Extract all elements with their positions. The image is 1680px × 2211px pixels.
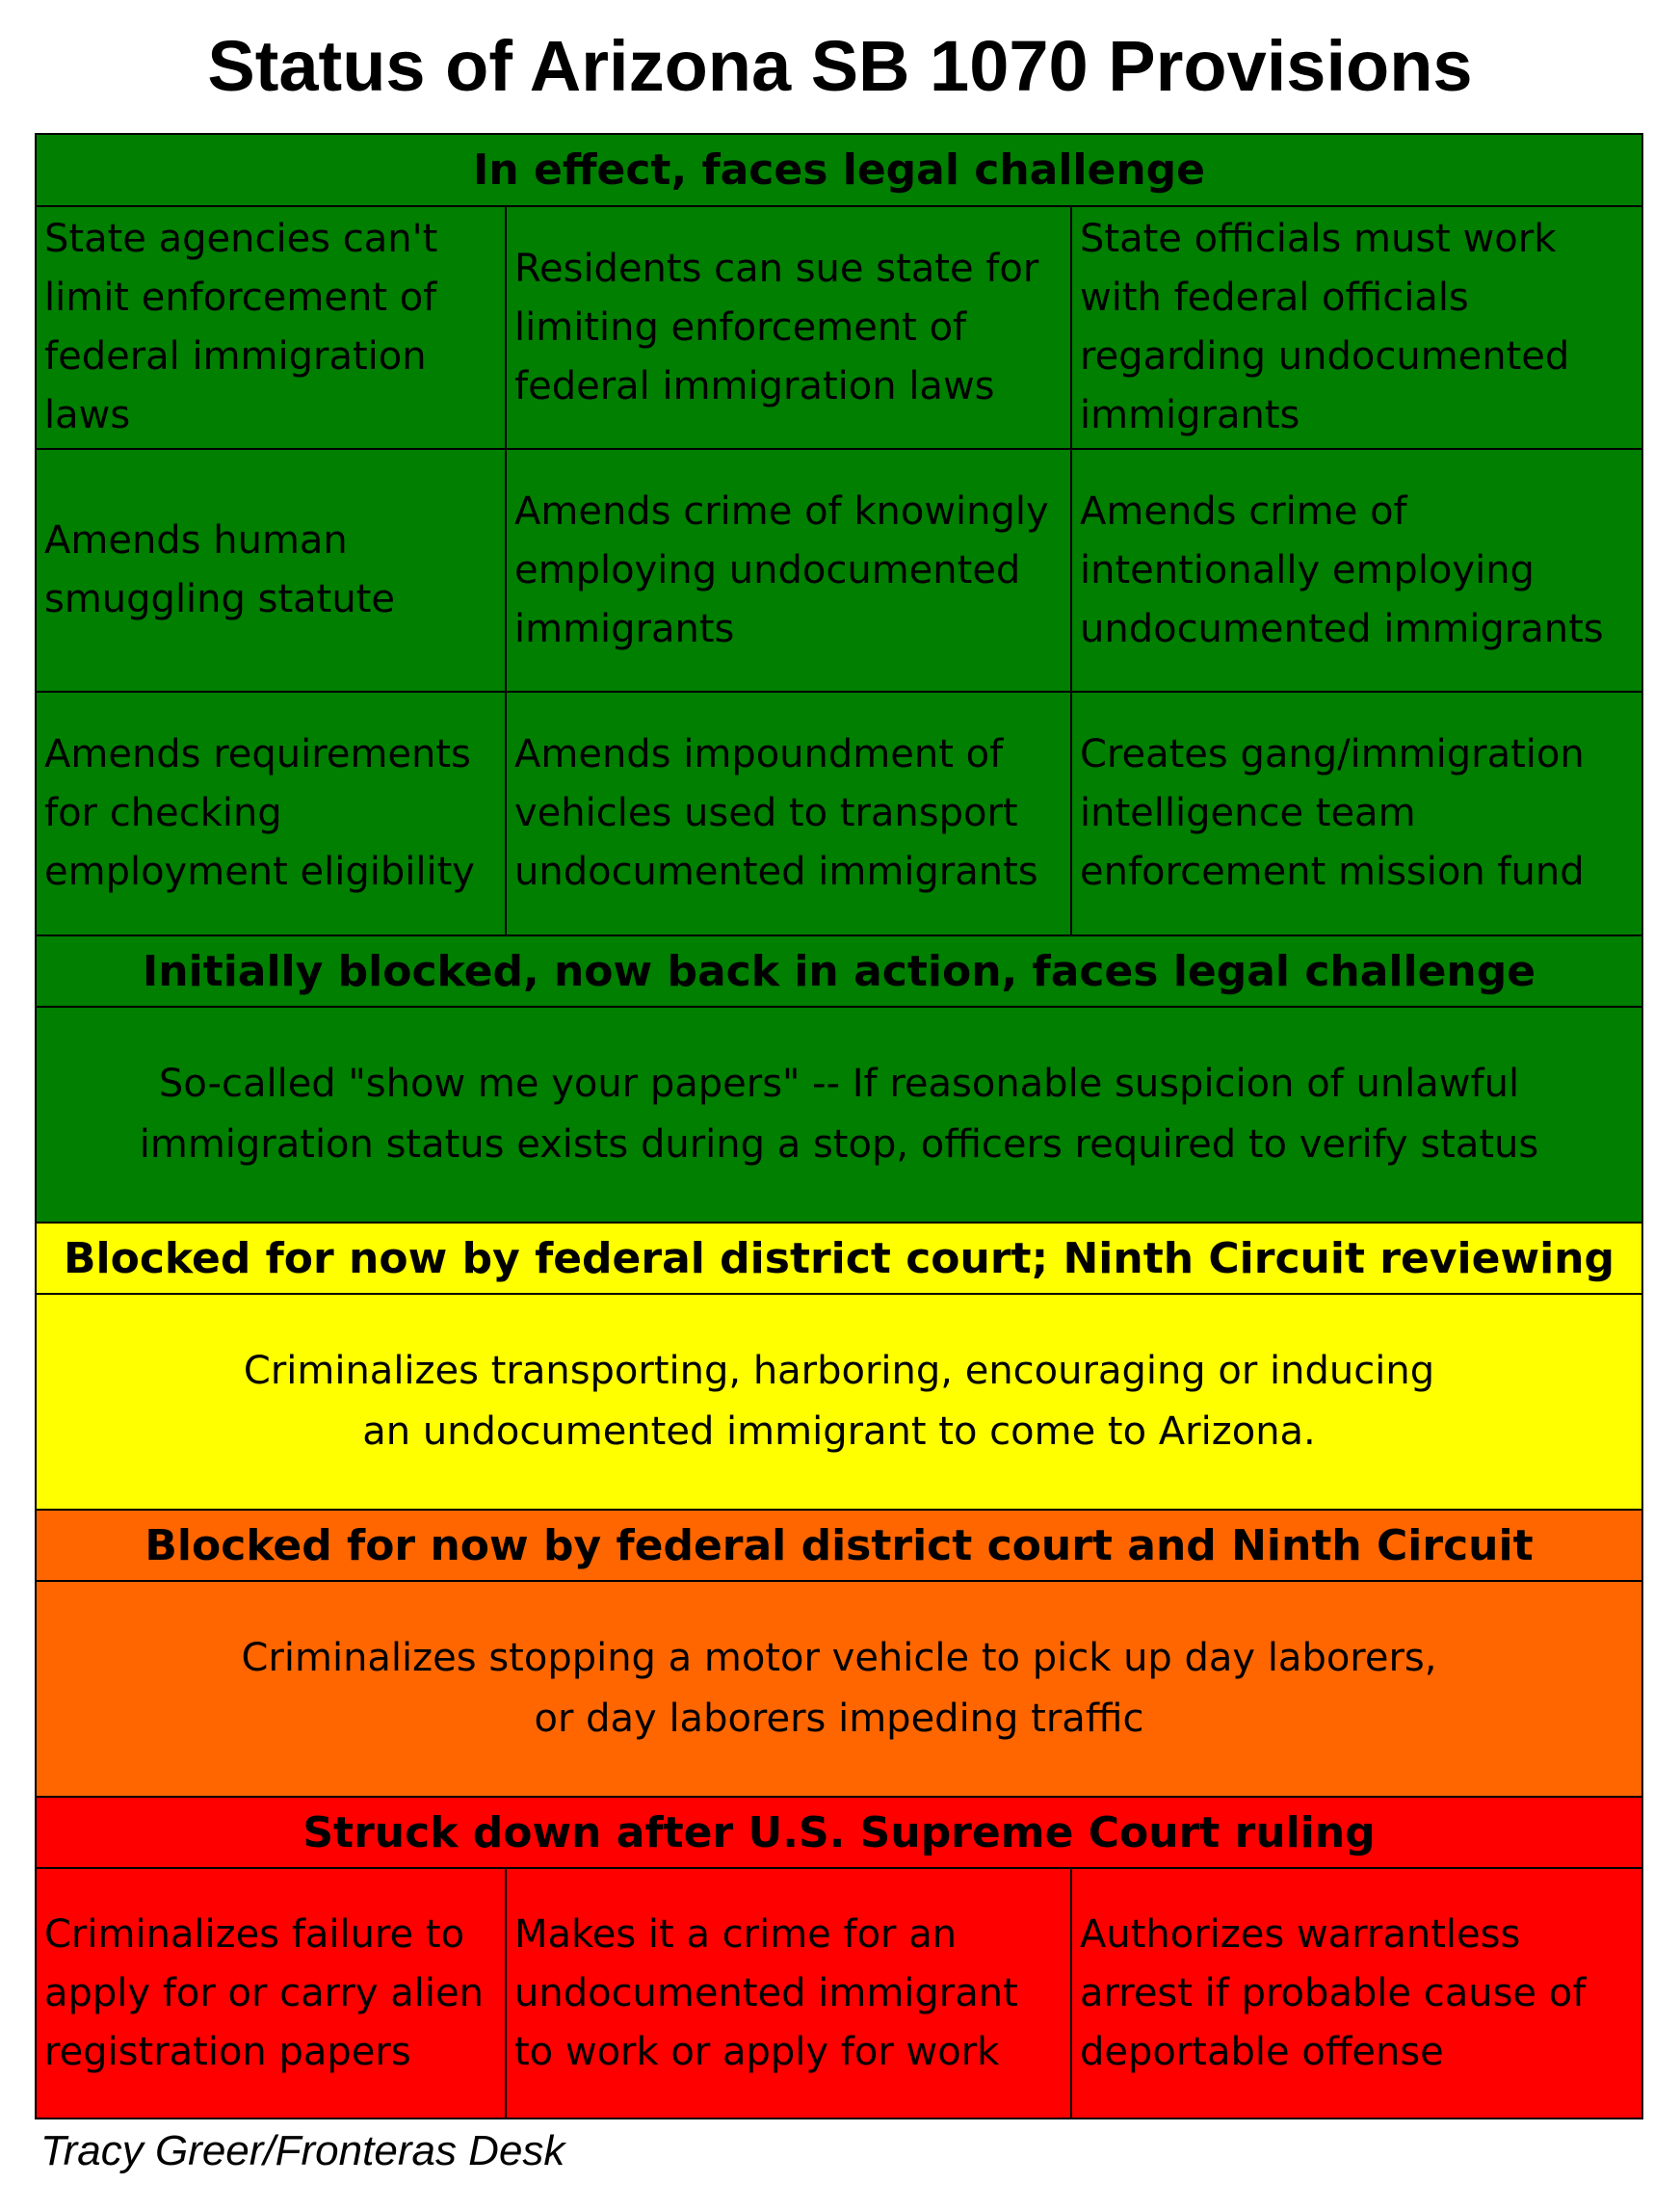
credit-line: Tracy Greer/Fronteras Desk bbox=[40, 2127, 565, 2174]
provision-line: an undocumented immigrant to come to Arizona. bbox=[362, 1409, 1316, 1454]
provision-cell: Amends impoundment of vehicles used to transport undocumented immigrants bbox=[507, 693, 1072, 934]
section-header-label: In effect, faces legal challenge bbox=[472, 145, 1206, 195]
section-header-back-in-action bbox=[37, 936, 1641, 1008]
provision-wide-cell bbox=[37, 1008, 1641, 1224]
provision-cell: Authorizes warrantless arrest if probable cause of deportable offense bbox=[1080, 1911, 1587, 2074]
table-row bbox=[37, 693, 1641, 936]
provision-line: immigration status exists during a stop, officers required to verify status bbox=[139, 1122, 1539, 1167]
table-row bbox=[37, 207, 1641, 450]
provision-wide-cell bbox=[37, 1582, 1641, 1798]
page-title: Status of Arizona SB 1070 Provisions bbox=[207, 26, 1473, 106]
section-header-label: Initially blocked, now back in action, faces legal challenge bbox=[142, 946, 1536, 996]
provision-line: Criminalizes transporting, harboring, encouraging or inducing bbox=[243, 1349, 1435, 1393]
provision-cell: Amends human smuggling statute bbox=[37, 450, 507, 691]
provision-cell: Amends crime of intentionally employing undocumented immigrants bbox=[1080, 488, 1604, 651]
provision-cell: Makes it a crime for an undocumented immigrant to work or apply for work bbox=[507, 1869, 1072, 2118]
provision-cell: State officials must work with federal officials regarding undocumented immigrants bbox=[1080, 217, 1570, 437]
section-header-label: Blocked for now by federal district court; Ninth Circuit reviewing bbox=[64, 1233, 1614, 1283]
section-header-label: Blocked for now by federal district court and Ninth Circuit bbox=[144, 1520, 1534, 1570]
table-row bbox=[37, 1869, 1641, 2118]
section-header-blocked-reviewing bbox=[37, 1224, 1641, 1295]
provision-cell: Amends crime of knowingly employing undocumented immigrants bbox=[507, 450, 1072, 691]
provision-cell: Creates gang/immigration intelligence team enforcement mission fund bbox=[1080, 732, 1585, 894]
provision-line: So-called "show me your papers" -- If reasonable suspicion of unlawful bbox=[158, 1062, 1520, 1106]
section-header-struck-down bbox=[37, 1798, 1641, 1869]
provision-cell: State agencies can't limit enforcement of federal immigration laws bbox=[37, 207, 507, 448]
provision-cell: Amends requirements for checking employment eligibility bbox=[37, 693, 507, 934]
provision-line: or day laborers impeding traffic bbox=[534, 1697, 1144, 1741]
table-row bbox=[37, 450, 1641, 693]
provision-wide-cell bbox=[37, 1295, 1641, 1511]
provision-cell: Residents can sue state for limiting enforcement of federal immigration laws bbox=[507, 207, 1072, 448]
provision-line: Criminalizes stopping a motor vehicle to pick up day laborers, bbox=[241, 1636, 1437, 1680]
section-header-blocked bbox=[37, 1511, 1641, 1582]
provision-cell: Criminalizes failure to apply for or carry alien registration papers bbox=[37, 1869, 507, 2118]
section-header-in-effect bbox=[37, 135, 1641, 207]
section-header-label: Struck down after U.S. Supreme Court ruling bbox=[302, 1807, 1376, 1857]
provisions-table bbox=[35, 133, 1643, 2119]
